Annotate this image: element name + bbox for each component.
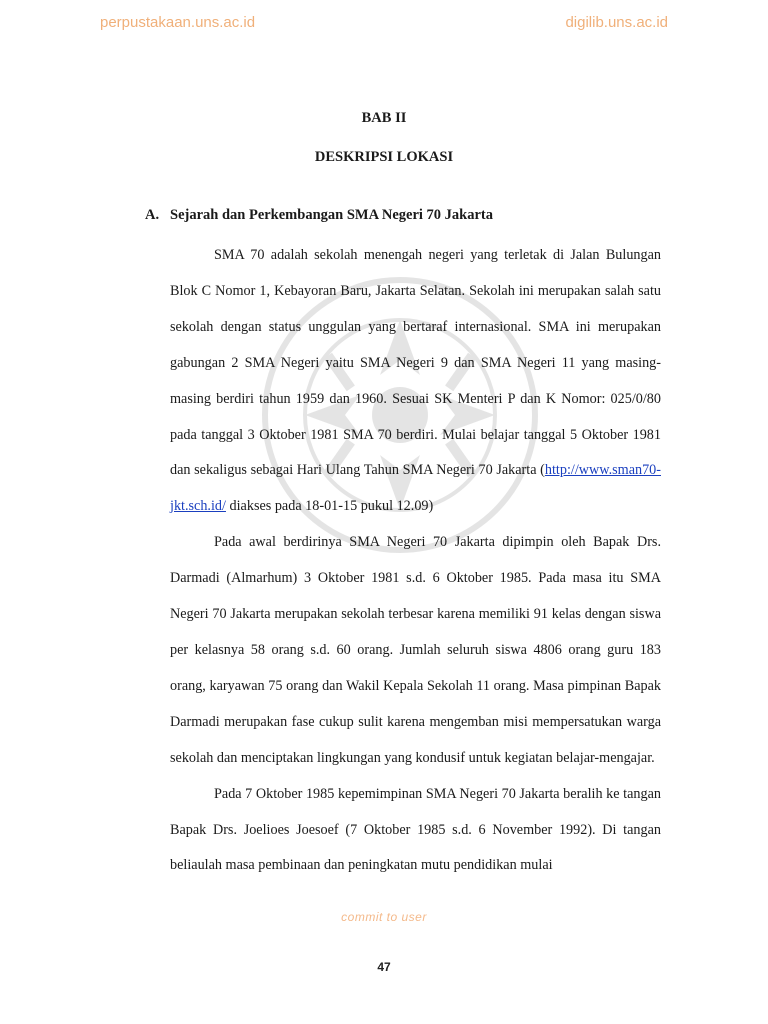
section-title: Sejarah dan Perkembangan SMA Negeri 70 Jakarta — [170, 207, 494, 223]
page-number: 47 — [377, 960, 391, 974]
paragraph-2: Pada awal berdirinya SMA Negeri 70 Jakarta dipimpin oleh Bapak Drs. Darmadi (Almarhum) 3 Oktober 1981 s.d. 6 Oktober 1985. Pada masa itu SMA Negeri 70 Jakarta merupakan sekolah terbesar karena memiliki 91 kelas dengan siswa per kelasnya 58 orang s.d. 60 orang. Jumlah seluruh siswa 4806 orang guru 183 orang, karyawan 75 orang dan Wakil Kepala Sekolah 11 orang. Masa pimpinan Bapak Darmadi merupakan fase cukup sulit karena mengemban misi mempersatukan warga sekolah dan menciptakan lingkungan yang kondusif untuk kegiatan belajar-mengajar. — [170, 534, 661, 766]
section-letter: A. — [145, 207, 160, 223]
header-right-url: digilib.uns.ac.id — [565, 14, 668, 31]
paragraph-1-tail: diakses pada 18-01-15 pukul 12.09) — [225, 498, 434, 515]
body-text — [170, 238, 661, 884]
header-left-url: perpustakaan.uns.ac.id — [100, 14, 256, 31]
paragraph-1-text: SMA 70 adalah sekolah menengah negeri yang terletak di Jalan Bulungan Blok C Nomor 1, Kebayoran Baru, Jakarta Selatan. Sekolah ini merupakan salah satu sekolah dengan status unggulan yang bertaraf internasional. SMA ini merupakan gabungan 2 SMA Negeri yaitu SMA Negeri 9 dan SMA Negeri 11 yang masing-masing berdiri tahun 1959 dan 1960. Sesuai SK Menteri P dan K Nomor: 025/0/80 pada tanggal 3 Oktober 1981 SMA 70 berdiri. Mulai belajar tanggal 5 Oktober 1981 dan sekaligus sebagai Hari Ulang Tahun SMA Negeri 70 Jakarta ( — [170, 247, 661, 479]
chapter-number: BAB II — [361, 110, 407, 126]
paragraph-1 — [170, 238, 661, 525]
paragraph-3: Pada 7 Oktober 1985 kepemimpinan SMA Negeri 70 Jakarta beralih ke tangan Bapak Drs. Joelioes Joesoef (7 Oktober 1985 s.d. 6 November 1992). Di tangan beliaulah masa pembinaan dan peningkatan mutu pendidikan mulai — [170, 785, 661, 874]
commit-footer: commit to user — [341, 910, 427, 924]
chapter-title: DESKRIPSI LOKASI — [314, 149, 454, 165]
school-website-link[interactable]: http://www.sman70-jkt.sch.id/ — [170, 462, 661, 515]
section-heading — [145, 207, 493, 224]
